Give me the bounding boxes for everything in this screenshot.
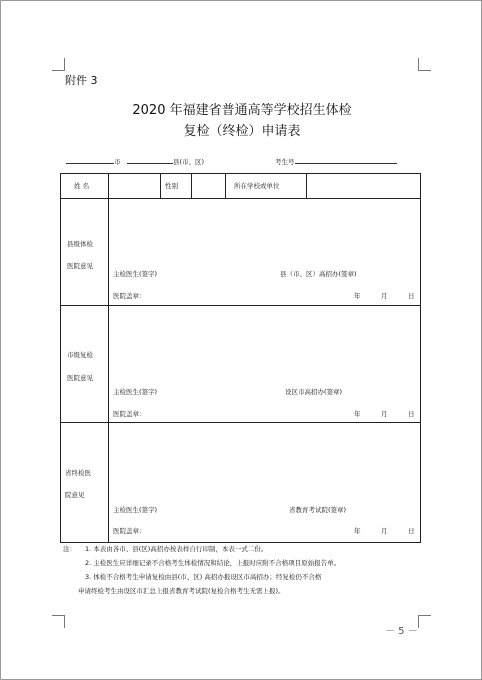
county-opinion-area[interactable] bbox=[111, 202, 417, 266]
province-date-month: 月 bbox=[381, 527, 388, 535]
county-suffix: 县(市、区) bbox=[173, 158, 205, 166]
province-section-label-line2: 院意见 bbox=[65, 491, 85, 499]
county-date-month: 月 bbox=[381, 292, 388, 300]
gender-input-cell[interactable] bbox=[194, 176, 222, 196]
note-item: 申请终检考生由设区市汇总上报省教育考试院(复检合格考生无需上报)。 bbox=[78, 587, 285, 595]
city-date-day: 日 bbox=[408, 410, 415, 418]
page-number: － 5 － bbox=[385, 626, 418, 637]
city-opinion-area[interactable] bbox=[111, 309, 417, 381]
crop-mark-top-right bbox=[418, 58, 431, 71]
county-blank[interactable] bbox=[127, 156, 173, 164]
crop-mark-bottom-right bbox=[418, 615, 431, 628]
city-date-month: 月 bbox=[381, 410, 388, 418]
col-divider bbox=[306, 174, 307, 198]
exam-number-blank[interactable] bbox=[295, 156, 397, 164]
county-field[interactable] bbox=[127, 156, 204, 166]
city-suffix: 市 bbox=[114, 158, 121, 166]
province-date-day: 日 bbox=[408, 527, 415, 535]
col-divider bbox=[225, 174, 226, 198]
province-opinion-area[interactable] bbox=[111, 426, 417, 501]
exam-number-field[interactable] bbox=[275, 156, 397, 166]
gender-label: 性别 bbox=[165, 182, 178, 190]
county-section-label-line1: 县级体检 bbox=[67, 240, 93, 248]
county-office-sign: 县（市、区）高招办(签章) bbox=[280, 270, 357, 278]
school-label: 所在学校或单位 bbox=[234, 182, 280, 190]
col-divider bbox=[108, 174, 109, 542]
province-hospital-seal: 医院盖章： bbox=[113, 527, 146, 535]
crop-mark-bottom-left bbox=[52, 615, 65, 628]
notes-prefix: 注： bbox=[63, 545, 76, 553]
city-date-year: 年 bbox=[354, 410, 361, 418]
city-section-label-line2: 医院意见 bbox=[67, 374, 93, 382]
province-doctor-sign: 主检医生(签字) bbox=[113, 506, 158, 514]
note-item: 2. 主检医生应详细记录不合格考生体检情况和结论，上报时应附不合格项目原始报告单。 bbox=[85, 559, 341, 567]
note-item: 1. 本表由各市、县(区)高招办按表样自行印制，本表一式二份。 bbox=[85, 545, 268, 553]
province-date-year: 年 bbox=[354, 527, 361, 535]
row-divider bbox=[61, 422, 420, 423]
province-office-sign: 省教育考试院(签章) bbox=[289, 506, 347, 514]
name-label: 姓 名 bbox=[74, 182, 90, 190]
city-hospital-seal: 医院盖章： bbox=[113, 410, 146, 418]
city-field[interactable] bbox=[66, 156, 121, 166]
province-section-label-line1: 省终检医 bbox=[65, 469, 91, 477]
city-doctor-sign: 主检医生(签字) bbox=[113, 388, 158, 396]
attachment-label: 附件 3 bbox=[65, 74, 98, 87]
county-date-day: 日 bbox=[408, 292, 415, 300]
crop-mark-top-left bbox=[52, 58, 65, 71]
school-input-cell[interactable] bbox=[309, 176, 419, 196]
city-office-sign: 设区市高招办(签章) bbox=[285, 388, 343, 396]
form-title-line2: 复检（终检）申请表 bbox=[183, 124, 301, 139]
exam-number-label: 考生号 bbox=[275, 158, 295, 166]
form-title-line1: 2020 年福建省普通高等学校招生体检 bbox=[132, 103, 352, 118]
city-section-label-line1: 市级复检 bbox=[67, 351, 93, 359]
city-blank[interactable] bbox=[66, 156, 114, 164]
county-date-year: 年 bbox=[354, 292, 361, 300]
application-table bbox=[60, 173, 421, 543]
col-divider bbox=[191, 174, 192, 198]
county-hospital-seal: 医院盖章： bbox=[113, 292, 146, 300]
name-input-cell[interactable] bbox=[113, 176, 157, 196]
county-section-label-line2: 医院意见 bbox=[67, 262, 93, 270]
row-divider bbox=[61, 198, 420, 199]
note-item: 3. 体检不合格考生申请复检由县(市、区) 高招办报设区市高招办；经复检仍不合格 bbox=[85, 573, 322, 581]
col-divider bbox=[160, 174, 161, 198]
row-divider bbox=[61, 305, 420, 306]
county-doctor-sign: 主检医生(签字) bbox=[113, 270, 158, 278]
